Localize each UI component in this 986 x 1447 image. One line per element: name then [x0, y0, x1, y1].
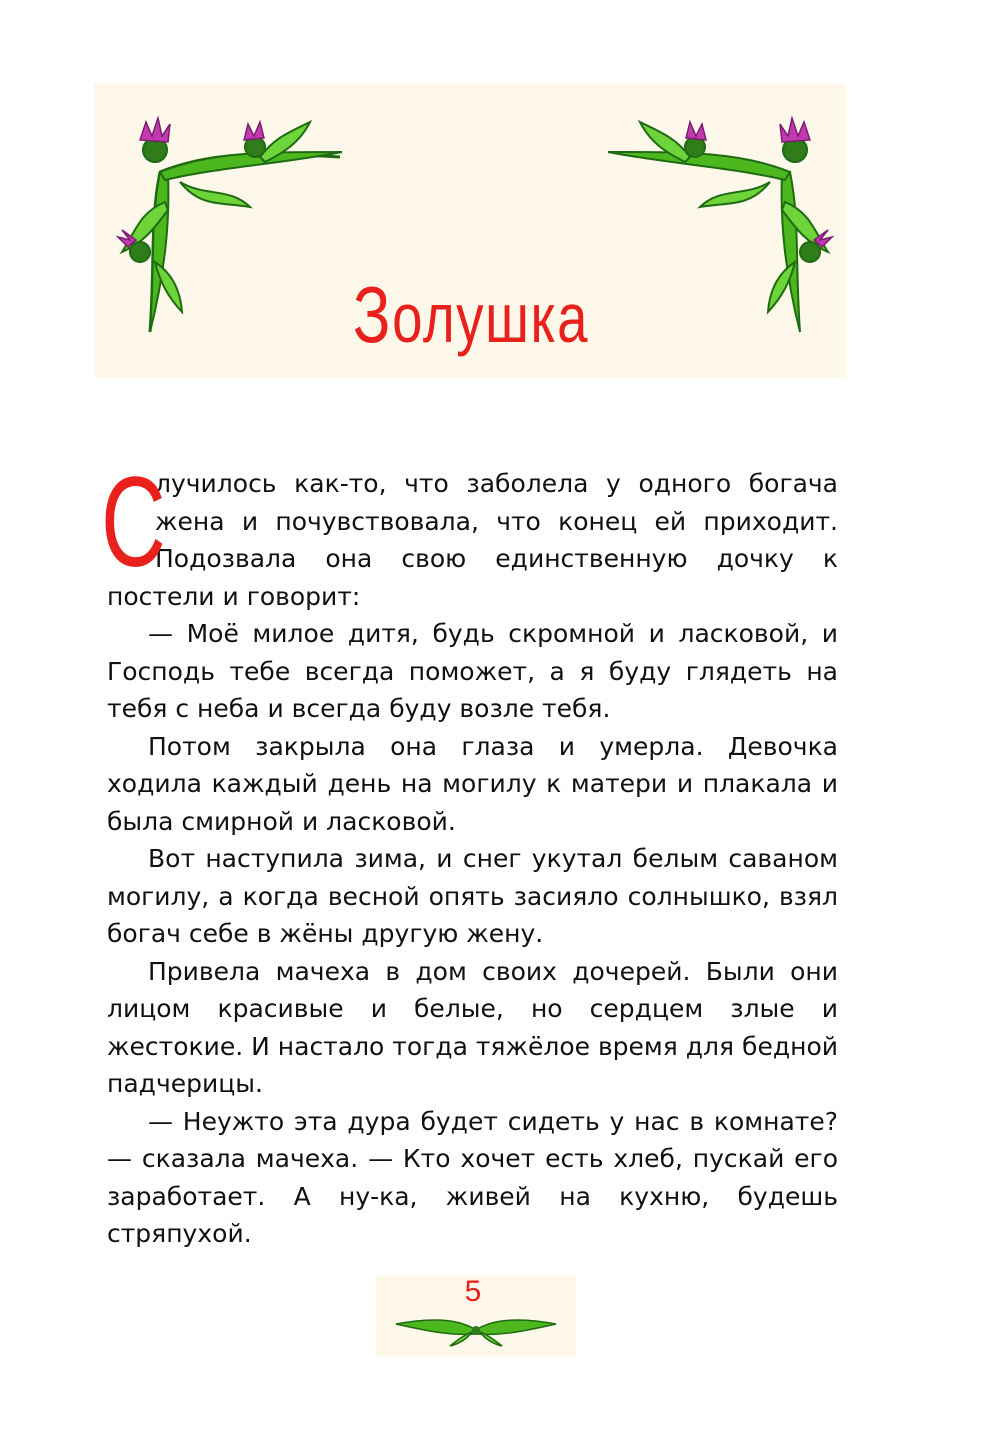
- paragraph-1: [101, 451, 838, 615]
- paragraph-2: — Моё милое дитя, будь скромной и ласковой, и Господь тебе всегда поможет, а я буду глядеть на тебя с неба и всегда буду возле тебя.: [107, 619, 838, 723]
- paragraph-6: — Неужто эта дура будет сидеть у нас в комнате? — сказала мачеха. — Кто хочет есть хлеб, пускай его заработает. А ну-ка, живей на кухню, будешь стряпухой.: [107, 1106, 838, 1248]
- title-rest: олушка: [392, 278, 590, 357]
- page-number: 5: [464, 1275, 482, 1308]
- paragraph-5: Привела мачеха в дом своих дочерей. Были они лицом красивые и белые, но сердцем злые и жестокие. И настало тогда тяжёлое время для бедной падчерицы.: [107, 956, 838, 1098]
- drop-cap: С: [101, 451, 166, 594]
- leaf-swirl-icon: [388, 1300, 564, 1350]
- paragraph-1-text: лучилось как-то, что заболела у одного богача жена и почувствовала, что конец ей приходит. Подозвала она свою единственную дочку к постели и говорит:: [107, 469, 838, 611]
- title-capital: З: [352, 269, 393, 359]
- page-title: [104, 269, 839, 359]
- paragraph-3: Потом закрыла она глаза и умерла. Девочка ходила каждый день на могилу к матери и плакала и была смирной и ласковой.: [107, 731, 838, 836]
- paragraph-4: Вот наступила зима, и снег укутал белым саваном могилу, а когда весной опять засияло солнышко, взял богач себе в жёны другую жену.: [107, 844, 838, 948]
- story-text: [101, 451, 838, 1253]
